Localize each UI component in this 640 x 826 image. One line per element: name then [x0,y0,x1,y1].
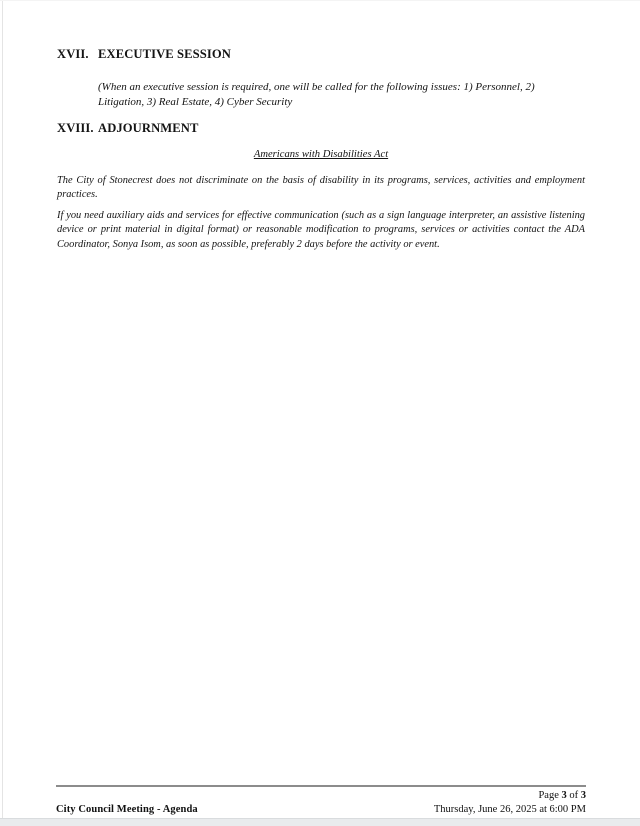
section-title: EXECUTIVE SESSION [98,47,231,61]
page-left-edge [2,1,3,818]
page-total: 3 [580,789,586,801]
section-heading-executive-session [57,47,585,62]
ada-heading: Americans with Disabilities Act [253,149,389,160]
page-number: 3 [561,789,567,801]
ada-paragraph-nondiscrimination: The City of Stonecrest does not discriminate on the basis of disability in its programs, services, activities and employment practices. [57,174,585,200]
section-number: XVIII. [57,121,94,135]
document-title: City Council Meeting - Agenda [56,803,198,815]
of-label: of [569,789,579,801]
section-number: XVII. [57,47,89,61]
document-content [57,47,585,258]
section-title: ADJOURNMENT [98,121,199,135]
page-number-indicator [56,789,586,802]
ada-paragraph-auxiliary-aids: If you need auxiliary aids and services for effective communication (such as a sign language interpreter, an assistive listening device or print material in digital format) or reasonable modification to programs, services or activities contact the ADA Coordinator, Sonya Isom, as soon as possible, preferably 2 days before the activity or event. [57,209,585,250]
section-heading-adjournment [57,121,585,136]
meeting-datetime: Thursday, June 26, 2025 at 6:00 PM [433,803,586,815]
executive-session-note: (When an executive session is required, one will be called for the following issues: 1) Personnel, 2) Litigation, 3) Real Estate, 4) Cyber Security [98,81,535,108]
footer-divider [56,785,586,787]
section-executive-session [57,47,585,109]
page-gap [0,818,640,826]
page-footer [56,785,586,816]
page-label: Page [538,789,559,801]
footer-bottom-row [56,803,586,816]
section-adjournment [57,121,585,136]
